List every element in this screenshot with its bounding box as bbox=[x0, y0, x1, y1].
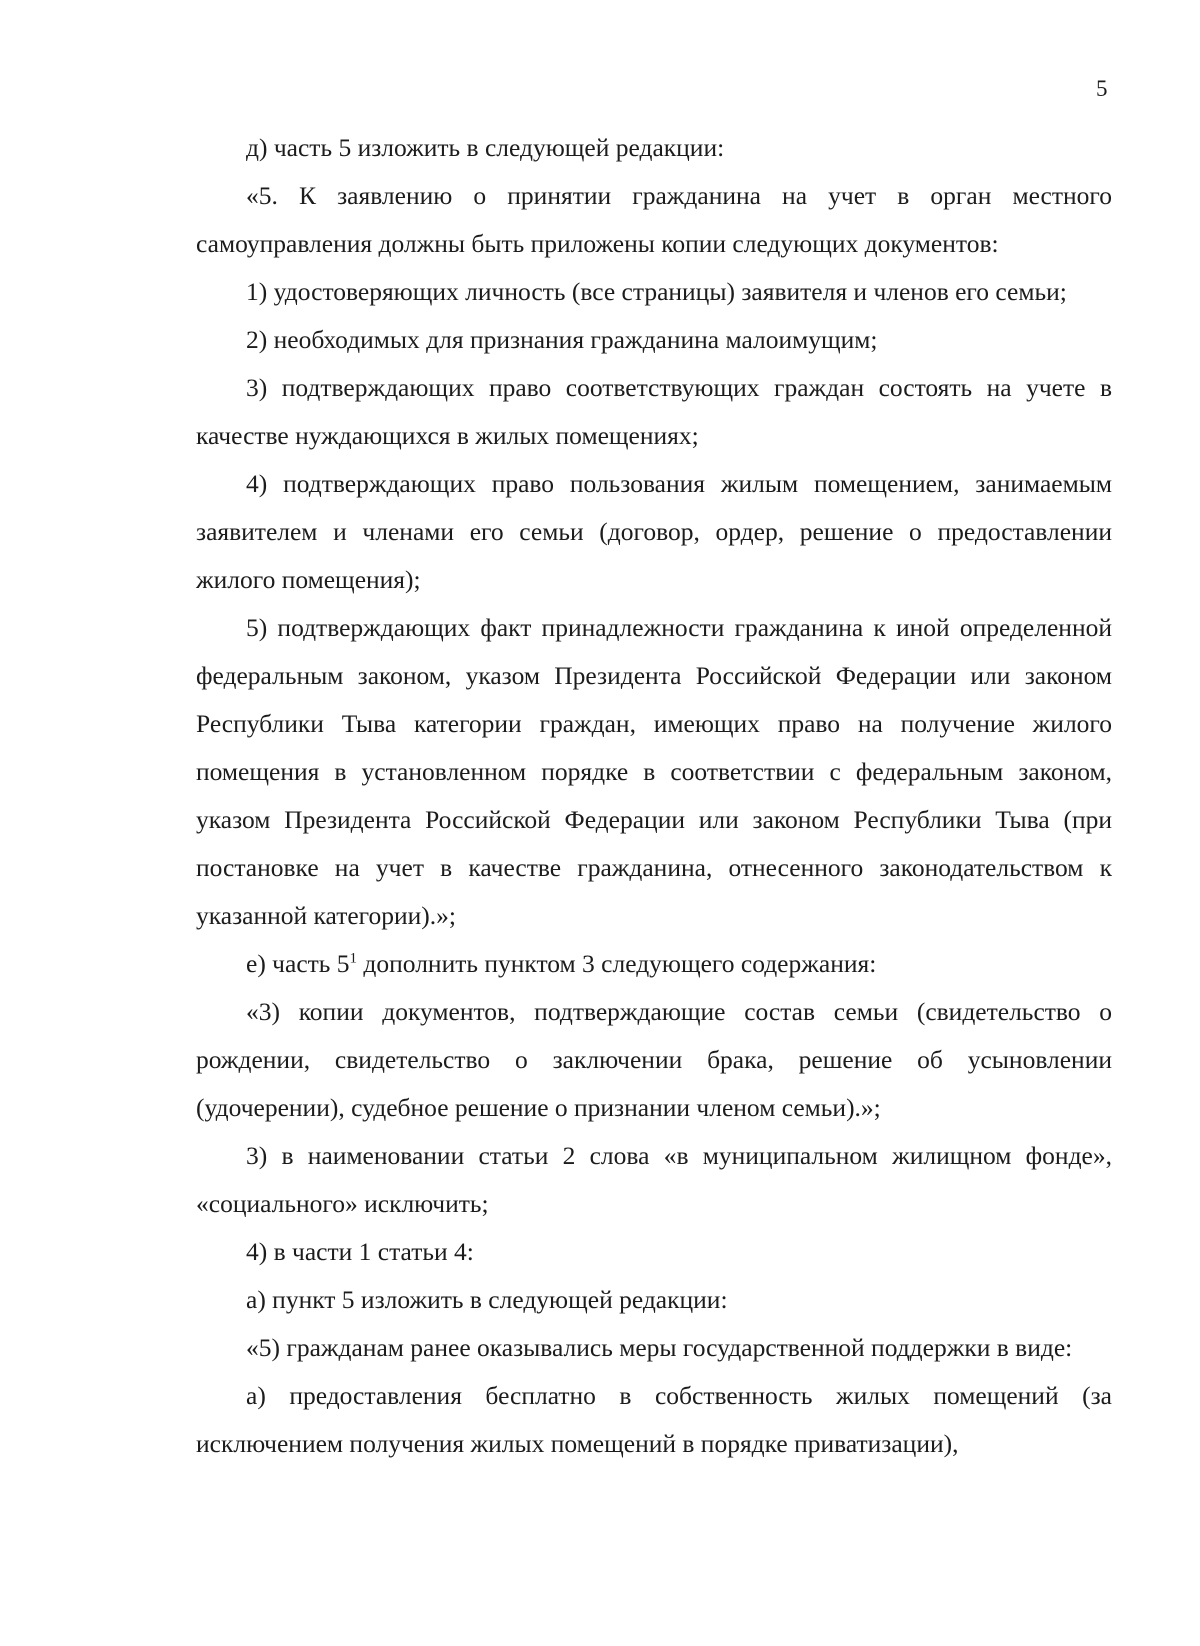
list-item-2: 2) необходимых для признания гражданина малоимущим; bbox=[246, 325, 878, 354]
superscript-1: 1 bbox=[349, 950, 358, 967]
paragraph-e-part5-1 bbox=[196, 940, 1112, 988]
paragraph-3-article2: 3) в наименовании статьи 2 слова «в муниципальном жилищном фонде», «социального» исключить; bbox=[196, 1141, 1112, 1218]
list-item-5: 5) подтверждающих факт принадлежности гражданина к иной определенной федеральным законом, указом Президента Российской Федерации или законом Республики Тыва категории граждан, имеющих право на получение жилого помещения в установленном порядке в соответствии с федеральным законом, указом Президента Российской Федерации или законом Республики Тыва (при постановке на учет в качестве гражданина, отнесенного законодательством к указанной категории).»; bbox=[196, 613, 1112, 930]
paragraph-d-part5: д) часть 5 изложить в следующей редакции: bbox=[246, 133, 725, 162]
page-number: 5 bbox=[1096, 76, 1108, 101]
paragraph-e-text-before: е) часть 5 bbox=[246, 949, 350, 978]
paragraph-e-text-after: дополнить пунктом 3 следующего содержания: bbox=[357, 949, 877, 978]
list-item-3: 3) подтверждающих право соответствующих граждан состоять на учете в качестве нуждающихся в жилых помещениях; bbox=[196, 373, 1112, 450]
paragraph-a-free-housing: а) предоставления бесплатно в собственность жилых помещений (за исключением получения жилых помещений в порядке приватизации), bbox=[196, 1381, 1112, 1458]
paragraph-4-article4: 4) в части 1 статьи 4: bbox=[246, 1237, 474, 1266]
paragraph-point5-intro: «5) гражданам ранее оказывались меры государственной поддержки в виде: bbox=[246, 1333, 1073, 1362]
paragraph-a-point5: а) пункт 5 изложить в следующей редакции: bbox=[246, 1285, 728, 1314]
list-item-4: 4) подтверждающих право пользования жилым помещением, занимаемым заявителем и членами его семьи (договор, ордер, решение о предоставлении жилого помещения); bbox=[196, 469, 1112, 594]
paragraph-item3-family-docs: «3) копии документов, подтверждающие состав семьи (свидетельство о рождении, свидетельство о заключении брака, решение об усыновлении (удочерении), судебное решение о признании членом семьи).»; bbox=[196, 997, 1112, 1122]
paragraph-part5-intro: «5. К заявлению о принятии гражданина на учет в орган местного самоуправления должны быть приложены копии следующих документов: bbox=[196, 181, 1112, 258]
document-body bbox=[196, 124, 1112, 1468]
list-item-1: 1) удостоверяющих личность (все страницы) заявителя и членов его семьи; bbox=[246, 277, 1067, 306]
